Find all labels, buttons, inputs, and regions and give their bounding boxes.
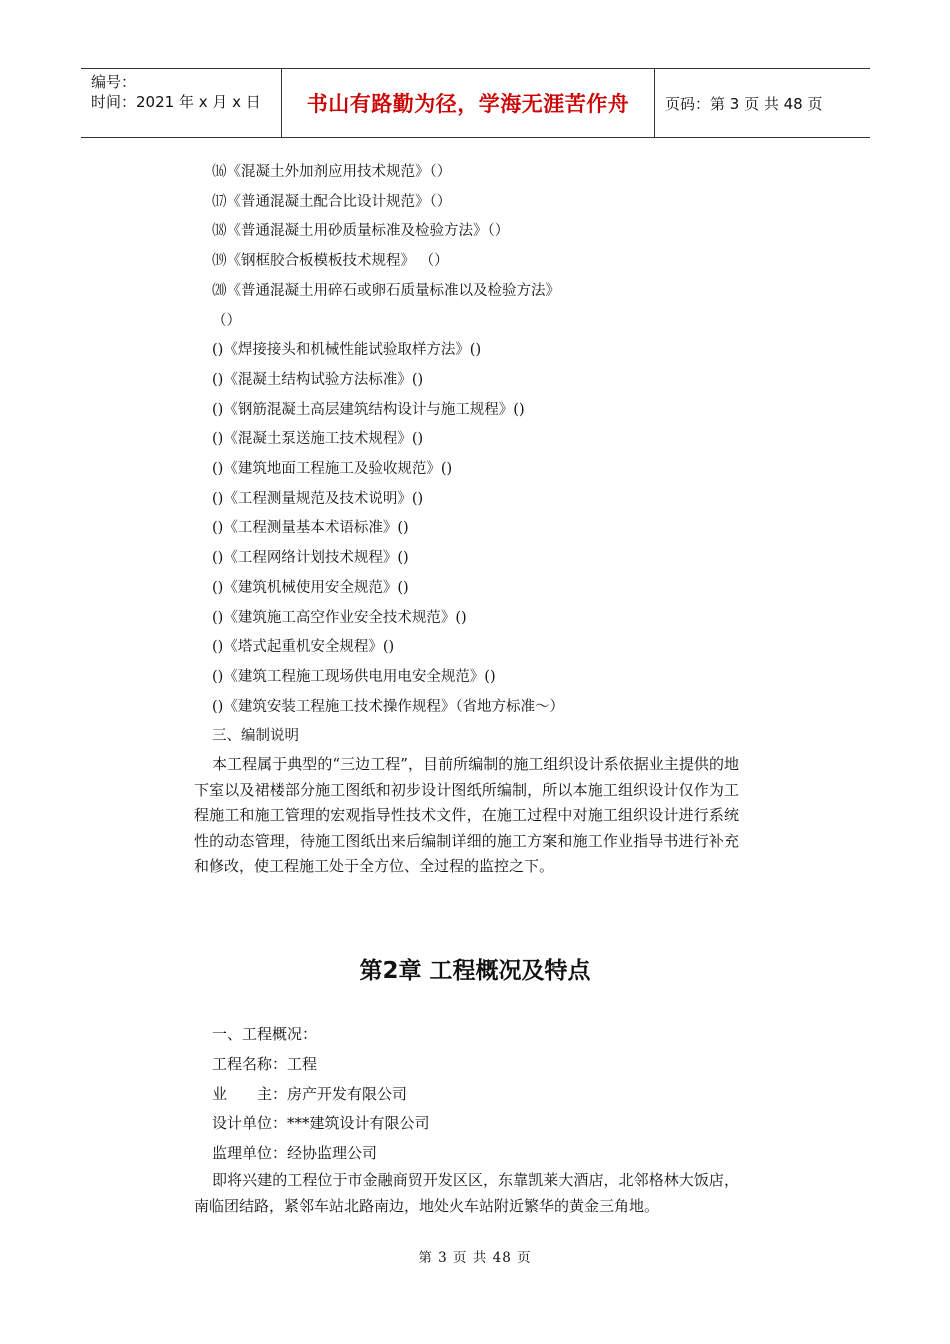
list-item: ()《建筑地面工程施工及验收规范》() — [212, 461, 453, 478]
header-page-code: 页码：第 3 页 共 48 页 — [665, 94, 823, 113]
list-item: ()《工程测量规范及技术说明》() — [212, 490, 424, 507]
section-heading: 三、编制说明 — [212, 728, 299, 745]
list-item: ()《塔式起重机安全规程》() — [212, 639, 395, 656]
list-item: ⒃《混凝土外加剂应用技术规范》（） — [212, 164, 452, 180]
list-item: ()《建筑安装工程施工技术操作规程》（省地方标准～） — [212, 698, 565, 715]
overview-list — [212, 1020, 430, 1169]
header-meta — [81, 69, 282, 137]
list-item: ()《焊接接头和机械性能试验取样方法》() — [212, 342, 482, 359]
list-item: 业 主：房产开发有限公司 — [212, 1084, 408, 1103]
chapter-title: 第2章 工程概况及特点 — [359, 958, 591, 984]
list-item: ()《工程网络计划技术规程》() — [212, 550, 409, 567]
number-label: 编号： — [91, 73, 137, 91]
list-item: ()《混凝土泵送施工技术规程》() — [212, 431, 424, 448]
compilation-paragraph: 本工程属于典型的“三边工程”，目前所编制的施工组织设计系依据业主提供的地下室以及裙楼部分施工图纸和初步设计图纸所编制，所以本施工组织设计仅作为工程施工和施工管理的宏观指导性技术文件，在施工过程中对施工组织设计进行系统性的动态管理，待施工图纸出来后编制详细的施工方案和施工作业指导书进行补充和修改，使工程施工处于全方位、全过程的监控之下。 — [194, 755, 739, 875]
list-item: ()《工程测量基本术语标准》() — [212, 520, 409, 537]
standards-list — [212, 158, 772, 752]
header-motto: 书山有路勤为径，学海无涯苦作舟 — [282, 69, 655, 137]
section-heading: 一、工程概况： — [212, 1025, 318, 1043]
page-footer: 第 3 页 共 48 页 — [418, 1250, 532, 1266]
time-label: 时间：2021 年 x 月 x 日 — [91, 93, 261, 111]
list-item: ()《建筑工程施工现场供电用电安全规范》() — [212, 668, 496, 685]
list-item: ()《混凝土结构试验方法标准》() — [212, 371, 424, 388]
location-paragraph: 即将兴建的工程位于市金融商贸开发区区，东靠凯莱大酒店，北邻格林大饭店，南临团结路，紧邻车站北路南边，地处火车站附近繁华的黄金三角地。 — [194, 1171, 739, 1215]
list-item: 设计单位：***建筑设计有限公司 — [212, 1114, 430, 1133]
list-item: 工程名称：工程 — [212, 1054, 318, 1073]
list-item: ()《钢筋混凝土高层建筑结构设计与施工规程》() — [212, 401, 525, 418]
list-item: 监理单位：经协监理公司 — [212, 1144, 378, 1163]
list-item: ⒇《普通混凝土用碎石或卵石质量标准以及检验方法》 — [212, 282, 560, 299]
list-item: ⒄《普通混凝土配合比设计规范》（） — [212, 193, 452, 210]
list-item: ()《建筑施工高空作业安全技术规范》() — [212, 609, 467, 626]
page-header — [81, 68, 870, 138]
list-item: ⒆《钢框胶合板模板技术规程》 （） — [212, 253, 449, 270]
list-item: ()《建筑机械使用安全规范》() — [212, 579, 409, 596]
list-item: （） — [212, 312, 241, 329]
list-item: ⒅《普通混凝土用砂质量标准及检验方法》（） — [212, 223, 510, 240]
